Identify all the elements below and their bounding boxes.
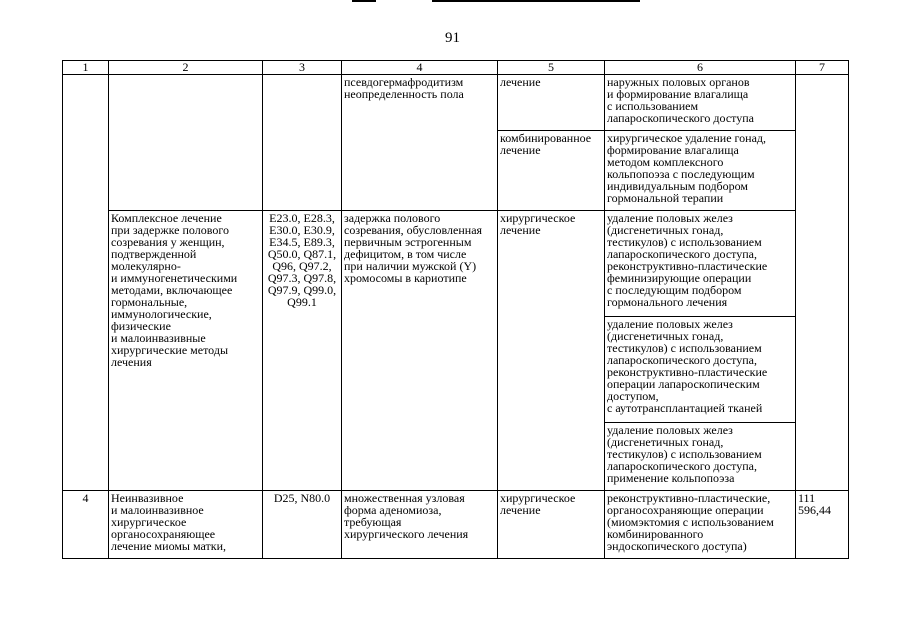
page-number: 91 bbox=[445, 30, 460, 46]
cell-method: реконструктивно-пластические, органосохраняющие операции (миомэктомия с использованием комбинированного эндоскопического доступа) bbox=[605, 491, 796, 559]
services-table bbox=[62, 60, 849, 559]
cell-treatment-type: лечение bbox=[498, 75, 605, 131]
header-row bbox=[63, 61, 849, 75]
cell-number: 4 bbox=[63, 491, 109, 559]
table-row bbox=[63, 211, 849, 317]
cell-diagnosis: псевдогермафродитизм неопределенность пола bbox=[342, 75, 498, 211]
cell-method: наружных половых органов и формирование влагалища с использованием лапароскопического доступа bbox=[605, 75, 796, 131]
cell-method: хирургическое удаление гонад, формирование влагалища методом комплексного кольпопоэза с последующим индивидуальным подбором гормональной терапии bbox=[605, 131, 796, 211]
cell-codes: D25, N80.0 bbox=[263, 491, 342, 559]
cell-treatment-type: хирургическое лечение bbox=[498, 491, 605, 559]
cell-method: удаление половых желез (дисгенетичных гонад, тестикулов) с использованием лапароскопического доступа, реконструктивно-пластические феминизирующие операции с последующим подбором гормонального лечения bbox=[605, 211, 796, 317]
cell-codes: E23.0, E28.3, E30.0, E30.9, E34.5, E89.3, Q50.0, Q87.1, Q96, Q97.2, Q97.3, Q97.8, Q97.9, Q99.0, Q99.1 bbox=[263, 211, 342, 491]
table-row bbox=[63, 75, 849, 131]
table-row bbox=[63, 491, 849, 559]
cell-method: удаление половых желез (дисгенетичных гонад, тестикулов) с использованием лапароскопического доступа, применение кольпопоэза bbox=[605, 423, 796, 491]
cell-codes-empty bbox=[263, 75, 342, 211]
cell-treatment-type: хирургическое лечение bbox=[498, 211, 605, 491]
header-col-6: 6 bbox=[605, 61, 796, 75]
top-rule-left bbox=[352, 0, 376, 2]
cell-diagnosis: множественная узловая форма аденомиоза, требующая хирургического лечения bbox=[342, 491, 498, 559]
cell-number-empty bbox=[63, 75, 109, 491]
cell-treatment-type: комбинированное лечение bbox=[498, 131, 605, 211]
header-col-1: 1 bbox=[63, 61, 109, 75]
header-col-5: 5 bbox=[498, 61, 605, 75]
header-col-3: 3 bbox=[263, 61, 342, 75]
cell-cost-empty bbox=[796, 75, 849, 491]
top-rule-right bbox=[432, 0, 640, 2]
header-col-4: 4 bbox=[342, 61, 498, 75]
cell-method: удаление половых желез (дисгенетичных гонад, тестикулов) с использованием лапароскопического доступа, реконструктивно-пластические операции лапароскопическим доступом, с аутотрансплантацией тканей bbox=[605, 317, 796, 423]
cell-name: Комплексное лечение при задержке полового созревания у женщин, подтвержденной молекулярно- и иммуногенетическими методами, включающее гормональные, иммунологические, физические и малоинвазивные хирургические методы лечения bbox=[109, 211, 263, 491]
cell-name-empty bbox=[109, 75, 263, 211]
cell-name: Неинвазивное и малоинвазивное хирургическое органосохраняющее лечение миомы матки, bbox=[109, 491, 263, 559]
header-col-2: 2 bbox=[109, 61, 263, 75]
cell-cost: 111 596,44 bbox=[796, 491, 849, 559]
header-col-7: 7 bbox=[796, 61, 849, 75]
cell-diagnosis: задержка полового созревания, обусловленная первичным эстрогенным дефицитом, в том числе при наличии мужской (Y) хромосомы в кариотипе bbox=[342, 211, 498, 491]
